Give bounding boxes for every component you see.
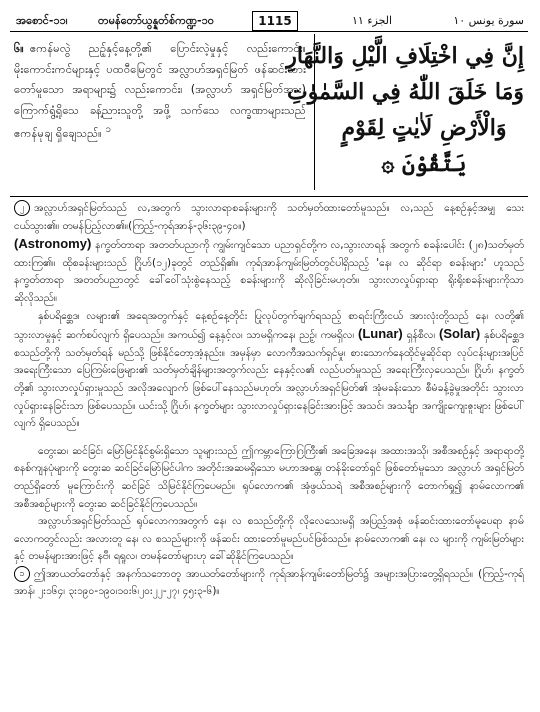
verse-marker: ၆။	[14, 41, 24, 55]
paragraph-text: အလ္လာဟ်အရှင်မြတ်သည် လ,အတွက် သွားလာရာစခန်းများကို သတ်မှတ်ထားတော်မူသည်။ လ,သည် နေ့စဉ်နှင့်အမျှ သေးငယ်သွား၏။ တမန်ပြည့်လာ၏။(ကြည့်-ကုရ်အာန်-၃၆း၃၉-၄၀။)	[14, 202, 524, 232]
footnote-number: ၁	[14, 566, 30, 582]
term-solar: (Solar)	[438, 326, 481, 342]
header-section: တမန်တော်ယွန္နတ်စ်ကဏ္ဍ-၁၀	[98, 14, 214, 27]
commentary-paragraph	[14, 308, 524, 433]
commentary-paragraph	[14, 235, 524, 307]
note-number: ၂	[14, 200, 30, 216]
commentary-paragraph	[14, 513, 524, 566]
paragraph-text: နက္ခတ်တာရာ အတတ်ပညာကို ကျွမ်းကျင်သော ပညာရှင်တို့က လ,သွားလာရန် အတွက် စခန်းပေါင်း (၂၈)သတ်မှတ်ထားကြ၏။ ထိုစခန်းများသည် ဂြိုဟ်(၁၂)ခုတွင် တည်ရှိ၏။ ကုရ်အာန်ကျမ်းမြတ်တွင်ပါရှိသည့် 'နေ၊ လ ဆိုင်ရာ စခန်းများ' ဟူသည် နက္ခတ်တာရာ အတတ်ပညာတွင် ခေါ်ဝေါ်သုံးစွဲနေသည့် စခန်းများကို ဆိုလိုခြင်းမဟုတ်။ သွားလာလှုပ်ရှားရာ ရိုးရိုးစခန်းများကိုသာ ဆိုလိုသည်။	[14, 239, 524, 304]
paragraph-text: ရှန်စီလ၊	[402, 329, 439, 342]
term-astronomy: (Astronomy)	[14, 236, 92, 252]
paragraph-text: နှစ်ပရိစ္ဆေဒ စသည်တို့ကို သတ်မှတ်ရန် မည်သို့ ဖြစ်နိုင်တော့အံ့နည်း။ အမှန်မှာ လောကီအသက်ရှင်မှု၊ စားသောက်နေထိုင်မှုဆိုင်ရာ လုပ်ငန်းများအပြင် အရေးကြီးသော ပြေကြမ်းဖြေများ၏ သတ်မှတ်ချိန်များအတွက်လည်း နေနှင့်လ၏ လည်ပတ်မှုသည် အရေးကြီးလှပေသည်။ ဂြိုဟ်၊ နက္ခတ်တို့၏ သွားလာလှုပ်ရှားမှုသည် အလိုအလျောက် ဖြစ်ပေါ်နေသည်မဟုတ်၊ အလ္လာဟ်အရှင်မြတ်၏ အုံမခန်းသော စီမံခန့်ခွဲမှုအတိုင်း သွားလာလှုပ်ရှားနေခြင်းသာ ဖြစ်ပေသည်။ ယင်းသို့ ဂြိုဟ်၊ နက္ခတ်များ သွားလာလှုပ်ရှားနေခြင်းအားဖြင့် အသင်၊ အသင်္ချာ အကျိုးကျေးဇူးများ ဖြစ်ပေါ်လျက် ရှိပေသည်။	[14, 329, 524, 430]
paragraph-text: နှစ်ပရိစ္ဆေဒ၊ လများ၏ အရေအတွက်နှင့် နေ့စဉ်နေ့တိုင်း ပြုလုပ်တွက်ချက်ရသည့် စာရင်းကြီးငယ် အားလုံးတို့သည် နေ၊ လတို့၏ သွားလာမှုနှင့် ဆက်စပ်လျက် ရှိပေသည်။ အကယ်၍ နေ့နှင့်လ၊ သာမရှိကနေ၊ ညဉ့်၊ ကမရှိလ၊	[14, 309, 524, 342]
footnote-text: ဤအာယတ်တော်နှင့် အနက်သဘောတူ အာယတ်တော်များကို ကုရ်အာန်ကျမ်းတော်မြတ်၌ အများအပြားတွေ့ရှိရသည်။ (ကြည့်-ကုရ်အာန်၊ ၂း၁၆၄၊ ၃း၁၉၀-၁၉၀၊၁၀း၆၊၂၀း၂၂-၂၇၊ ၄၅း၃-၆)။	[14, 567, 524, 598]
arabic-line: يَتَّقُوْنَ ۞	[381, 151, 467, 177]
running-header	[14, 12, 526, 30]
arabic-verse	[286, 38, 524, 182]
footnote	[14, 566, 524, 601]
paragraph-text: အလ္လာဟ်အရှင်မြတ်သည် ရုပ်လောကအတွက် နေ၊ လ စသည်တို့ကို လိုလေသေးမရှိ အပြည့်အစုံ ဖန်ဆင်းထားတော်မူပေရာ နာမ်လောကတွင်လည်း အလားတူ နေ၊ လ စသည်များကို ဖန်ဆင်း ထားတော်မူမည်ပင်ဖြစ်သည်။ နာမ်လောက၏ နေ၊ လ များကို ကျမ်းမြတ်များနှင့် တမန်များအားဖြင့် နဗီ၊ ရရူလ၊ တမန်တော်များဟု ခေါ်ဆိုနိုင်ကြပေသည်။	[14, 515, 524, 563]
paragraph-text: တွေးဆ၊ ဆင်ခြင်၊ မြော်မြင်နိုင်စွမ်းရှိသော သူများသည် ဤကမ္ဘာကြောဂြကြီး၏ အခြေအနေ၊ အထားအသို၊ အစီအစဉ်နှင့် အရာရာတို့ စနစ်ကျနပုံများကို တွေးဆ ဆင်ခြင်မြော်မြင်ပါက အတိုင်းအဆမရှိသော မဟာအစန္တ၊ တန်ခိုးတော်ရှင် ဖြစ်တော်မူသော အလ္လာဟ် အရှင်မြတ် တည်ရှိတော် မူကြောင်းကို ဆင်ခြင် သိမြင်နိုင်ကြပေမည်။ ရုပ်လောက၏ အုံဖွယ်သရဲ အစီအစဉ်များကို တောက်ရှု၍ နာမ်လောက၏ အစီအစဉ်များကို တွေးဆ ဆင်ခြင်နိုင်ကြပေသည်။	[14, 444, 524, 510]
header-rule	[10, 31, 528, 32]
commentary-paragraph	[14, 443, 524, 513]
header-juz: الجزء ١١	[352, 14, 393, 27]
term-lunar: (Lunar)	[357, 326, 403, 342]
arabic-line: إِنَّ فِي اخْتِلَافِ الَّيْلِ وَالنَّهَارِ	[286, 43, 524, 69]
commentary	[14, 200, 524, 601]
header-volume: အစောင်-၁၁၊	[16, 14, 68, 27]
paragraph-gap	[14, 433, 524, 443]
header-surah: سورة يونس ١٠	[453, 14, 524, 27]
verse-translation	[14, 38, 306, 143]
commentary-paragraph	[14, 200, 524, 235]
page-number: 1115	[252, 11, 298, 31]
footnote-ref: ၁	[105, 124, 111, 135]
translation-text: ဧကန်မလွဲ ညဉ့်နှင့်နေ့တို့၏ ပြောင်းလဲ့မှုနှင့် လည်းကောင်း။ မိုးကောင်းကင်များနှင့် ပထဝီမြေတွင် အလ္လာဟ်အရှင်မြတ် ဖန်ဆင်းထားတော်မူသော အရာများ၌ လည်းကောင်း၊ (အလ္လာဟ် အရှင်မြတ်အား) ကြောက်ရွံ့ရိုသေ ခန့်ညားသူတို့ အဖို့ သက်သေ လက္ခဏာများသည် ဧကန်မုချ ရှိချေသည်။	[14, 41, 306, 140]
arabic-line: وَالْأَرْضِ لَاٰيٰتٍ لِقَوْمٍ	[341, 115, 507, 141]
verse-rule	[10, 196, 528, 197]
arabic-line: وَمَا خَلَقَ اللّٰهُ فِي السَّمٰوٰتِ	[287, 79, 524, 105]
verse-block	[10, 34, 528, 194]
